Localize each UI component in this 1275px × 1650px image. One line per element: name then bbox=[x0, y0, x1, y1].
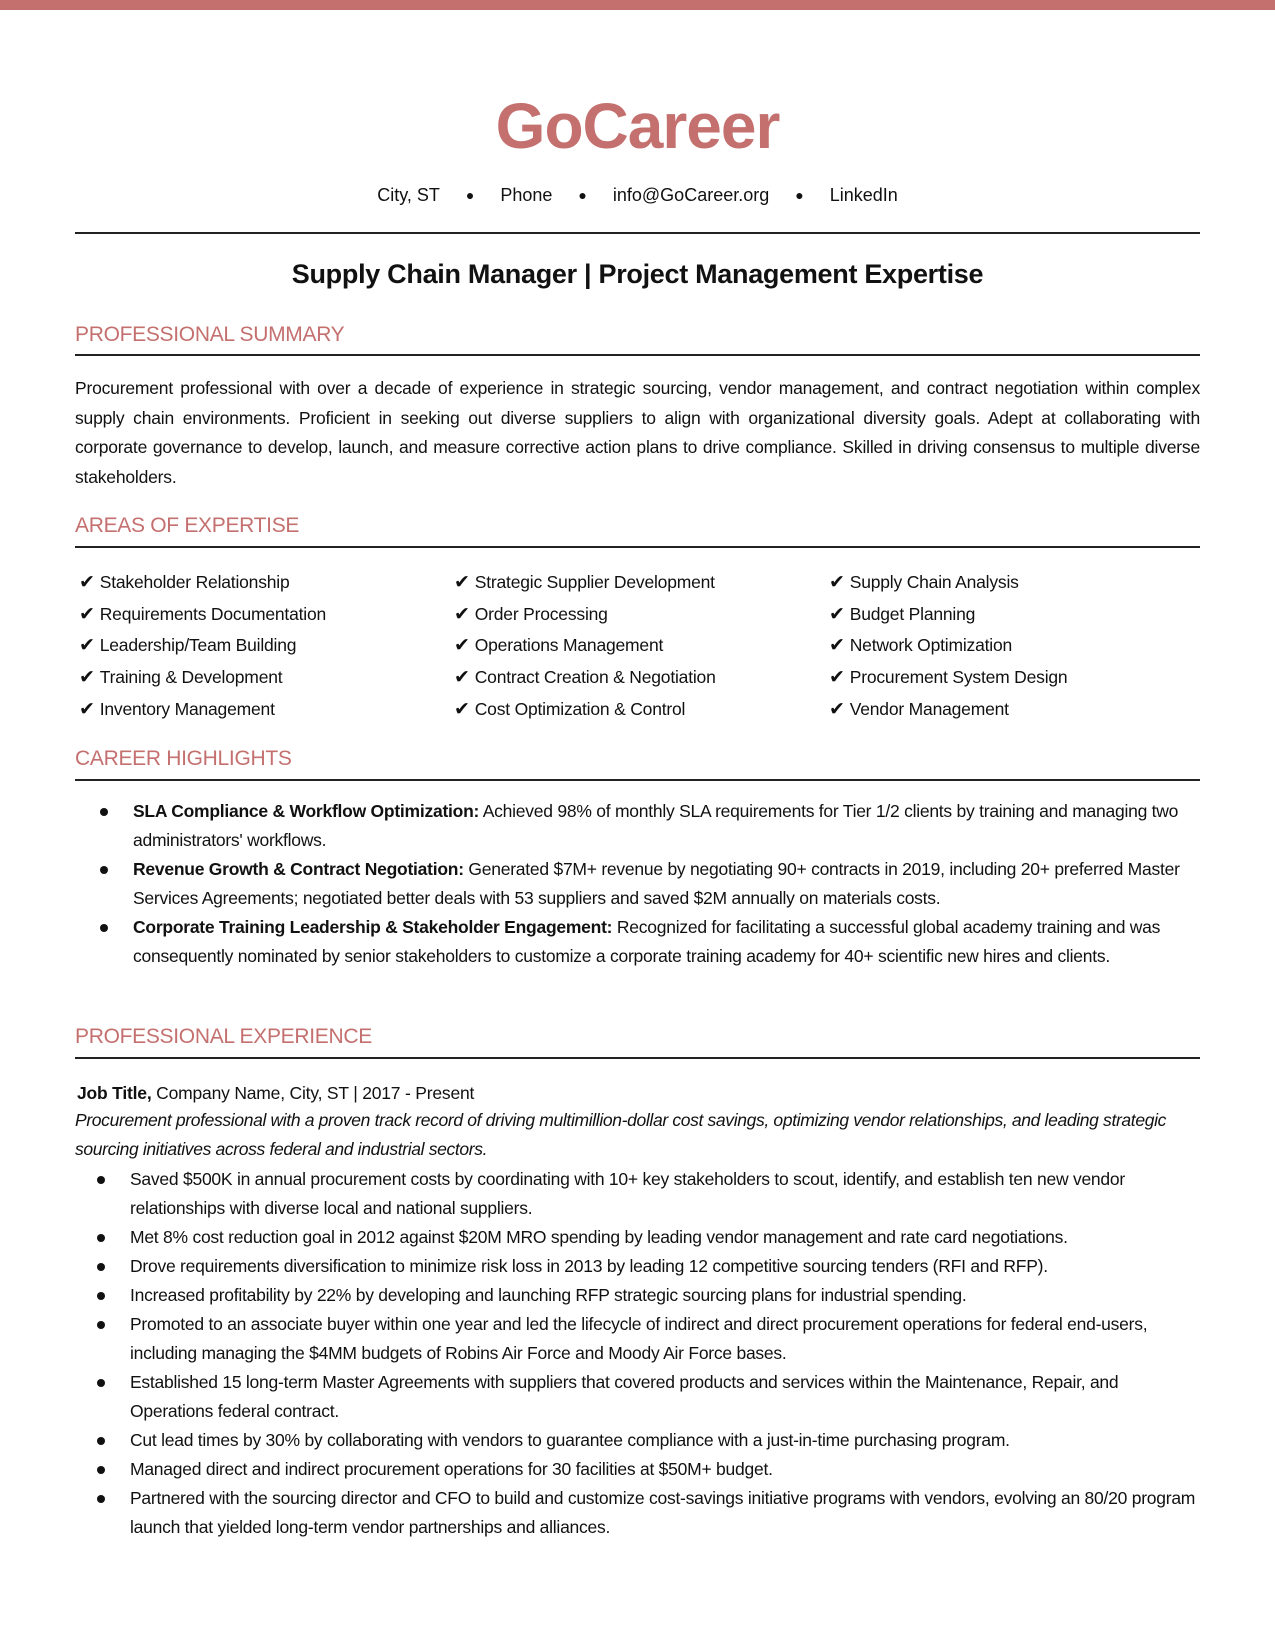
job-bullet: Promoted to an associate buyer within one year and led the lifecycle of indirect and direct procurement operations for federal end-users, including managing the $4MM budgets of Robins Air Force and Moody Air Force bases. bbox=[75, 1310, 1200, 1368]
contact-email-link[interactable]: info@GoCareer.org bbox=[612, 185, 770, 205]
summary-text: Procurement professional with over a decade of experience in strategic sourcing, vendor management, and contract negotiation within complex supply chain environments. Proficient in seeking out diverse suppliers to align with organizational diversity goals. Adept at collaborating with corporate governance to develop, launch, and measure corrective action plans to drive compliance. Skilled in driving consensus to multiple diverse stakeholders. bbox=[75, 378, 1200, 487]
expertise-item: ✔ Supply Chain Analysis bbox=[829, 572, 1019, 593]
bullet-icon bbox=[100, 924, 108, 932]
contact-location: City, ST bbox=[377, 185, 440, 205]
bullet-icon bbox=[100, 866, 108, 874]
expertise-item: ✔ Contract Creation & Negotiation bbox=[454, 667, 716, 689]
checkmark-icon: ✔ bbox=[829, 667, 845, 689]
job-bullet: Met 8% cost reduction goal in 2012 against $20M MRO spending by leading vendor management and rate card negotiations. bbox=[75, 1223, 1200, 1252]
bullet-separator-icon: ● bbox=[795, 187, 804, 203]
job-bullet: Partnered with the sourcing director and CFO to build and customize cost-savings initiative programs with vendors, evolving an 80/20 program launch that yielded long-term vendor partnerships and alliances. bbox=[75, 1484, 1200, 1542]
checkmark-icon: ✔ bbox=[454, 603, 470, 625]
bullet-icon bbox=[100, 808, 108, 816]
job-bullet: Managed direct and indirect procurement operations for 30 facilities at $50M+ budget. bbox=[75, 1455, 1200, 1484]
checkmark-icon: ✔ bbox=[454, 698, 470, 720]
bullet-icon bbox=[97, 1466, 105, 1474]
expertise-item: ✔ Operations Management bbox=[454, 635, 664, 657]
section-title-experience: PROFESSIONAL EXPERIENCE bbox=[75, 1025, 372, 1048]
section-divider bbox=[75, 546, 1200, 548]
job-bullet: Increased profitability by 22% by developing and launching RFP strategic sourcing plans for industrial spending. bbox=[75, 1281, 1200, 1310]
expertise-column bbox=[79, 567, 326, 725]
highlights-list bbox=[75, 797, 1200, 971]
checkmark-icon: ✔ bbox=[829, 635, 845, 657]
section-divider bbox=[75, 779, 1200, 781]
bullet-icon bbox=[97, 1176, 105, 1184]
expertise-item: ✔ Stakeholder Relationship bbox=[79, 572, 290, 593]
expertise-item: ✔ Requirements Documentation bbox=[79, 603, 327, 625]
candidate-name: GoCareer bbox=[495, 90, 780, 162]
expertise-item: ✔ Cost Optimization & Control bbox=[454, 698, 686, 720]
checkmark-icon: ✔ bbox=[79, 635, 95, 657]
section-title-summary: PROFESSIONAL SUMMARY bbox=[75, 323, 345, 346]
checkmark-icon: ✔ bbox=[79, 698, 95, 720]
headline: Supply Chain Manager | Project Management Expertise bbox=[291, 259, 984, 289]
job-bullet: Established 15 long-term Master Agreements with suppliers that covered products and services within the Maintenance, Repair, and Operations federal contract. bbox=[75, 1368, 1200, 1426]
section-divider bbox=[75, 1057, 1200, 1059]
job-description: Procurement professional with a proven track record of driving multimillion-dollar cost savings, optimizing vendor relationships, and leading strategic sourcing initiatives across federal and industrial sectors. bbox=[75, 1110, 1167, 1159]
expertise-item: ✔ Leadership/Team Building bbox=[79, 635, 297, 657]
expertise-item: ✔ Training & Development bbox=[79, 667, 283, 689]
section-title-highlights: CAREER HIGHLIGHTS bbox=[75, 747, 292, 770]
checkmark-icon: ✔ bbox=[454, 635, 470, 657]
bullet-icon bbox=[97, 1234, 105, 1242]
expertise-item: ✔ Strategic Supplier Development bbox=[454, 572, 715, 593]
job-header bbox=[77, 1080, 474, 1106]
job-title: Job Title, bbox=[77, 1083, 152, 1103]
highlight-item: Revenue Growth & Contract Negotiation: Generated $7M+ revenue by negotiating 90+ contracts in 2019, including 20+ preferred Master Services Agreements; negotiated better deals with 53 suppliers and saved $2M annually on materials costs. bbox=[75, 855, 1200, 913]
checkmark-icon: ✔ bbox=[829, 698, 845, 720]
expertise-column bbox=[829, 567, 1067, 725]
checkmark-icon: ✔ bbox=[79, 667, 95, 689]
job-bullet: Saved $500K in annual procurement costs by coordinating with 10+ key stakeholders to scout, identify, and establish ten new vendor relationships with diverse local and national suppliers. bbox=[75, 1165, 1200, 1223]
bullet-icon bbox=[97, 1263, 105, 1271]
bullet-icon bbox=[97, 1379, 105, 1387]
bullet-separator-icon: ● bbox=[578, 187, 587, 203]
highlight-label: Corporate Training Leadership & Stakeholder Engagement: bbox=[133, 917, 613, 937]
job-bullets bbox=[75, 1165, 1200, 1542]
expertise-item: ✔ Vendor Management bbox=[829, 698, 1009, 720]
job-bullet: Drove requirements diversification to minimize risk loss in 2013 by leading 12 competitive sourcing tenders (RFI and RFP). bbox=[75, 1252, 1200, 1281]
header-divider bbox=[75, 232, 1200, 234]
contact-linkedin-link[interactable]: LinkedIn bbox=[829, 185, 898, 205]
expertise-item: ✔ Order Processing bbox=[454, 603, 608, 625]
checkmark-icon: ✔ bbox=[454, 667, 470, 689]
highlight-label: SLA Compliance & Workflow Optimization: bbox=[133, 801, 480, 821]
bullet-icon bbox=[97, 1495, 105, 1503]
bullet-separator-icon: ● bbox=[465, 187, 475, 203]
section-divider bbox=[75, 354, 1200, 356]
contact-line bbox=[75, 183, 1200, 207]
expertise-item: ✔ Budget Planning bbox=[829, 603, 976, 625]
highlight-label: Revenue Growth & Contract Negotiation: bbox=[133, 859, 464, 879]
checkmark-icon: ✔ bbox=[79, 572, 95, 593]
expertise-column bbox=[454, 567, 716, 725]
expertise-item: ✔ Network Optimization bbox=[829, 635, 1013, 657]
highlight-item: Corporate Training Leadership & Stakeholder Engagement: Recognized for facilitating a successful global academy training and was consequently nominated by senior stakeholders to customize a corporate training academy for 40+ scientific new hires and clients. bbox=[75, 913, 1200, 971]
checkmark-icon: ✔ bbox=[829, 572, 845, 593]
bullet-icon bbox=[97, 1292, 105, 1300]
checkmark-icon: ✔ bbox=[454, 572, 470, 593]
contact-phone: Phone bbox=[500, 185, 553, 205]
expertise-item: ✔ Procurement System Design bbox=[829, 667, 1068, 689]
job-bullet: Cut lead times by 30% by collaborating with vendors to guarantee compliance with a just-in-time purchasing program. bbox=[75, 1426, 1200, 1455]
checkmark-icon: ✔ bbox=[79, 603, 95, 625]
section-title-expertise: AREAS OF EXPERTISE bbox=[75, 514, 300, 537]
bullet-icon bbox=[97, 1321, 105, 1329]
bullet-icon bbox=[97, 1437, 105, 1445]
job-details: Company Name, City, ST | 2017 - Present bbox=[151, 1083, 475, 1103]
top-accent-bar bbox=[0, 0, 1275, 10]
expertise-item: ✔ Inventory Management bbox=[79, 698, 275, 720]
checkmark-icon: ✔ bbox=[829, 603, 845, 625]
highlight-item: SLA Compliance & Workflow Optimization: Achieved 98% of monthly SLA requirements for Tier 1/2 clients by training and managing two administrators' workflows. bbox=[75, 797, 1200, 855]
